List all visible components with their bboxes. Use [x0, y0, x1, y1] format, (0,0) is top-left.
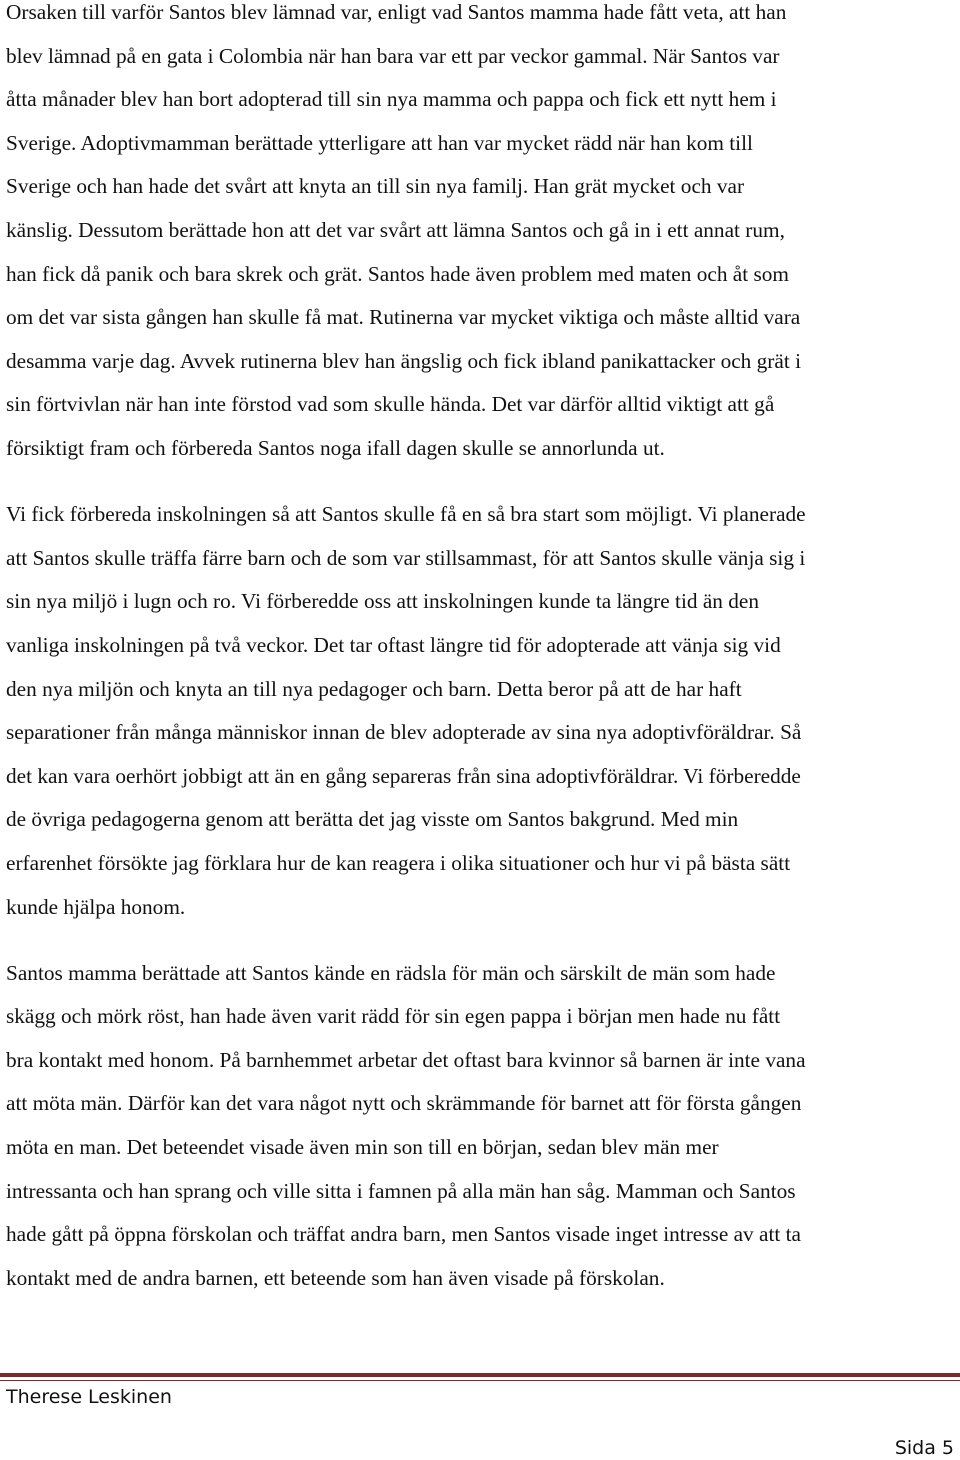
text-line: bra kontakt med honom. På barnhemmet arbetar det oftast bara kvinnor så barnen är inte vana: [6, 1047, 806, 1072]
text-line: försiktigt fram och förbereda Santos noga ifall dagen skulle se annorlunda ut.: [6, 436, 665, 460]
text-line: kunde hjälpa honom.: [6, 894, 186, 919]
text-line: Sverige. Adoptivmamman berättade ytterligare att han var mycket rädd när han kom till: [6, 130, 753, 155]
text-line: vanliga inskolningen på två veckor. Det tar oftast längre tid för adopterade att vänja sig vid: [6, 632, 781, 657]
text-line: kontakt med de andra barnen, ett beteende som han även visade på förskolan.: [6, 1265, 665, 1290]
text-line: sin nya miljö i lugn och ro. Vi förberedde oss att inskolningen kunde ta längre tid än den: [6, 589, 760, 614]
text-line: intressanta och han sprang och ville sitta i famnen på alla män han såg. Mamman och Santos: [6, 1178, 796, 1203]
text-line: Santos mamma berättade att Santos kände en rädsla för män och särskilt de män som hade: [6, 960, 776, 985]
footer-rule-thin: [0, 1380, 960, 1381]
text-line: separationer från många människor innan de blev adopterade av sina nya adoptivföräldrar. Så: [6, 720, 802, 745]
footer-rule-thick: [0, 1373, 960, 1377]
page-number: Sida 5: [894, 1437, 954, 1459]
footer-author: Therese Leskinen: [6, 1386, 172, 1408]
text-line: Sverige och han hade det svårt att knyta an till sin nya familj. Han grät mycket och var: [6, 174, 745, 199]
text-line: det kan vara oerhört jobbigt att än en gång separeras från sina adoptivföräldrar. Vi förberedde: [6, 763, 801, 788]
text-line: blev lämnad på en gata i Colombia när han bara var ett par veckor gammal. När Santos var: [6, 43, 780, 68]
text-line: om det var sista gången han skulle få mat. Rutinerna var mycket viktiga och måste alltid vara: [6, 305, 801, 330]
text-line: han fick då panik och bara skrek och grät. Santos hade även problem med maten och åt som: [6, 261, 789, 286]
text-line: Orsaken till varför Santos blev lämnad var, enligt vad Santos mamma hade fått veta, att han: [6, 0, 787, 24]
text-line: desamma varje dag. Avvek rutinerna blev han ängslig och fick ibland panikattacker och grät i: [6, 348, 801, 373]
text-line: Vi fick förbereda inskolningen så att Santos skulle få en så bra start som möjligt. Vi planerade: [6, 502, 806, 527]
text-line: att möta män. Därför kan det vara något nytt och skrämmande för barnet att för första gången: [6, 1091, 802, 1116]
text-line: den nya miljön och knyta an till nya pedagoger och barn. Detta beror på att de har haft: [6, 676, 742, 701]
text-line: sin förtvivlan när han inte förstod vad som skulle hända. Det var därför alltid viktigt att gå: [6, 392, 775, 417]
text-line: skägg och mörk röst, han hade även varit rädd för sin egen pappa i början men hade nu fått: [6, 1004, 781, 1029]
text-line: möta en man. Det beteendet visade även min son till en början, sedan blev män mer: [6, 1135, 719, 1159]
text-line: de övriga pedagogerna genom att berätta det jag visste om Santos bakgrund. Med min: [6, 807, 739, 832]
text-line: erfarenhet försökte jag förklara hur de kan reagera i olika situationer och hur vi på bästa sätt: [6, 850, 791, 875]
text-line: att Santos skulle träffa färre barn och de som var stillsammast, för att Santos skulle vänja sig i: [6, 545, 806, 570]
text-line: hade gått på öppna förskolan och träffat andra barn, men Santos visade inget intresse av att ta: [6, 1222, 802, 1247]
text-line: känslig. Dessutom berättade hon att det var svårt att lämna Santos och gå in i ett annat rum,: [6, 218, 785, 242]
text-line: åtta månader blev han bort adopterad till sin nya mamma och pappa och fick ett nytt hem i: [6, 87, 777, 112]
